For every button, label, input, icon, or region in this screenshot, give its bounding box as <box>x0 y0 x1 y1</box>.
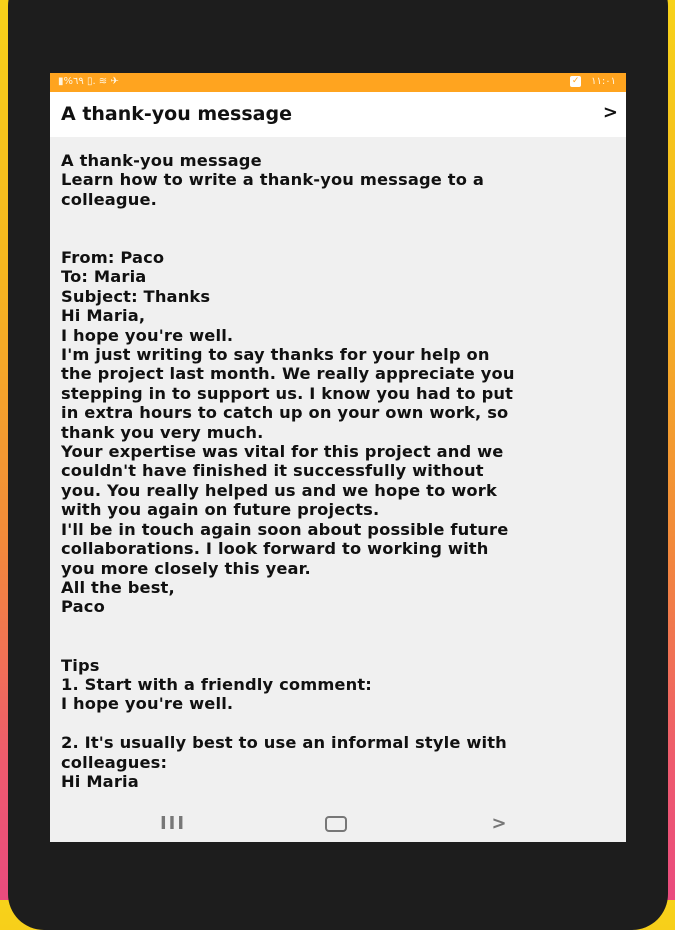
checkbox-notification-icon: ✓ <box>571 76 580 86</box>
lesson-text <box>61 151 621 805</box>
status-time: ١١:٠١ <box>591 76 616 87</box>
text-line <box>61 636 621 655</box>
text-line: A thank-you message <box>61 151 262 170</box>
text-line: Learn how to write a thank-you message to a <box>61 170 485 190</box>
text-line: I'll be in touch again soon about possible future <box>61 519 509 539</box>
status-bar <box>50 73 626 92</box>
text-line: Subject: Thanks <box>61 286 211 306</box>
text-line: I hope you're well. <box>61 325 234 345</box>
text-line: Your expertise was vital for this project and we <box>61 442 504 462</box>
text-line: I'm just writing to say thanks for your help on <box>61 345 490 365</box>
text-line <box>61 617 621 636</box>
back-button[interactable]: > <box>491 813 507 834</box>
page-title: A thank-you message <box>61 103 292 125</box>
status-right <box>570 76 616 87</box>
text-line: I hope you're well. <box>61 694 234 714</box>
home-button[interactable] <box>321 813 351 835</box>
text-line: From: Paco <box>61 248 165 267</box>
text-line: Paco <box>61 597 105 617</box>
text-line <box>61 229 621 248</box>
text-line: 2. It's usually best to use an informal style with <box>61 733 507 753</box>
text-line: collaborations. I look forward to working with <box>61 539 489 559</box>
text-line: you more closely this year. <box>61 558 311 578</box>
status-icons <box>58 76 119 87</box>
text-line <box>61 209 621 228</box>
status-indicators: ▮%٦٩ ▯. ≋ ✈ <box>58 76 119 87</box>
text-line: thank you very much. <box>61 422 264 442</box>
text-line: 1. Start with a friendly comment: <box>61 674 372 694</box>
text-line: Tips <box>61 655 100 675</box>
text-line: Hi Maria <box>61 771 139 791</box>
recents-button[interactable]: III <box>159 813 187 834</box>
text-line: with you again on future projects. <box>61 500 380 520</box>
text-line: To: Maria <box>61 267 147 287</box>
text-line: colleagues: <box>61 752 168 772</box>
text-line: Hi Maria, <box>61 306 146 326</box>
app-bar <box>50 92 626 137</box>
text-line: you. You really helped us and we hope to work <box>61 480 497 500</box>
text-line: colleague. <box>61 189 157 209</box>
text-line: the project last month. We really appreciate you <box>61 364 515 384</box>
text-line: All the best, <box>61 577 175 597</box>
text-line: couldn't have finished it successfully without <box>61 461 484 481</box>
app-screen <box>50 73 626 842</box>
system-nav-bar <box>50 805 626 842</box>
home-icon <box>325 816 347 832</box>
text-line: in extra hours to catch up on your own work, so <box>61 403 509 423</box>
next-chevron-icon[interactable]: > <box>602 102 618 123</box>
text-line: stepping in to support us. I know you had to put <box>61 383 514 403</box>
text-line <box>61 714 621 733</box>
